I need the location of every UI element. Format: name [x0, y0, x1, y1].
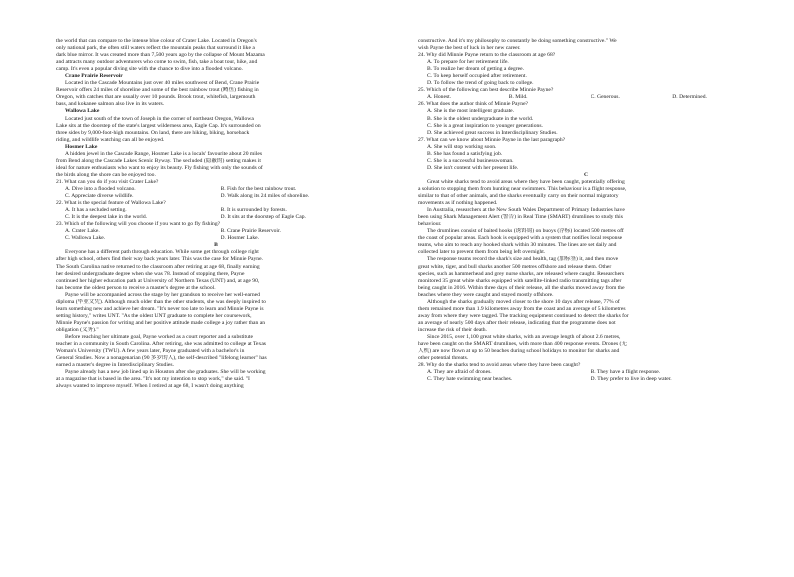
paragraph-line: The response teams record the shark's size and health, tag (加标签) it, and then move: [427, 256, 619, 263]
answer-option: B. Crane Prairie Reservoir.: [220, 228, 281, 235]
text-line: have been caught on the SMART drumlines, with more than 400 response events. Drones (无: [418, 341, 627, 348]
text-line: 26. What does the author think of Minnie Payne?: [418, 101, 529, 108]
answer-option: D. Determined.: [672, 94, 707, 101]
text-line: 25. Which of the following can best describe Minnie Payne?: [418, 87, 554, 94]
paragraph-line: The drumlines consist of baited hooks (诱饵钩) on buoys (浮标) located 500 metres off: [427, 228, 624, 235]
paragraph-line: B. She is the oldest undergraduate in the world.: [427, 115, 534, 122]
answer-option: C. It is the deepest lake in the world.: [65, 214, 148, 221]
answer-option: D. Hosmer Lake.: [220, 235, 260, 242]
answer-option: A. Honest.: [427, 94, 452, 101]
left-column: [56, 38, 376, 390]
text-line: earned a master's degree in Interdisciplinary Studies.: [56, 362, 174, 369]
text-line: them remained more than 1.9 kilometres away from the coast and an average of 5 kilometres: [418, 305, 626, 312]
paragraph-line: B. She has found a satisfying job.: [427, 150, 503, 157]
passage-label: B: [214, 242, 218, 249]
answer-option: C. Wallowa Lake.: [65, 235, 106, 242]
answer-option: D. They prefer to live in deep water.: [590, 376, 672, 383]
text-line: 27. What can we know about Minnie Payne in the last paragraph?: [418, 136, 566, 143]
text-line: great white, tiger, and bull sharks another 500 metres offshore and release them. Other: [418, 263, 612, 270]
text-line: and attracts many outdoor adventurers who come to swim, fish, take a boat tour, hike, and: [56, 59, 258, 66]
text-line: Woman's University (TWU). A few years later, Payne graduated with a bachelor's in: [56, 348, 245, 355]
answer-option: B. They have a flight response.: [590, 369, 661, 376]
text-line: her desired undergraduate degree when she was 78. Instead of stopping there, Payne: [56, 270, 245, 277]
paragraph-line: Although the sharks gradually moved closer to the shore 10 days after release, 77% of: [427, 298, 620, 305]
text-line: the world that can compare to the intense blue colour of Crater Lake. Located in Oregon's: [56, 38, 257, 44]
text-line: teacher in a community in South Carolina. After retiring, she was admitted to college at Texas: [56, 341, 266, 348]
answer-option: B. Fish for the best rainbow trout.: [220, 185, 297, 192]
answer-options-row: [56, 228, 376, 235]
text-line: species, such as hammerhead and grey nurse sharks, are released where caught. Researchers: [418, 270, 625, 277]
text-line: ideal for nature enthusiasts who want to enjoy its beauty. Fly fishing with only the sounds of: [56, 164, 263, 171]
paragraph-line: Great white sharks tend to avoid areas where they have been caught, potentially offering: [427, 178, 625, 185]
paragraph-line: Payne already has a new job lined up in Houston after she graduates. She will be working: [65, 369, 266, 376]
answer-option: D. It sits at the doorstep of Eagle Cap.: [220, 214, 306, 221]
text-line: General Studies. Now a nonagenarian (90 多岁的人), the self-described "lifelong learner" has: [56, 355, 267, 362]
text-line: after high school, others find their way back years later. This was the case for Minnie Payne.: [56, 256, 263, 263]
paragraph-line: C. To keep herself occupied after retirement.: [427, 73, 527, 80]
answer-options-row: [56, 235, 376, 242]
text-line: the coast of popular areas. Each hook is equipped with a system that notifies local response: [418, 235, 623, 242]
answer-option: C. Generous.: [590, 94, 620, 101]
text-line: an average of nearly 500 days after their release, indicating that the programme does not: [418, 319, 616, 326]
text-line: 23. Which of the following will you choose if you want to go fly fishing?: [56, 221, 221, 228]
text-line: 人机) are now flown at up to 50 beaches during school holidays to monitor for sharks and: [418, 348, 620, 355]
text-line: Reservoir offers 24 miles of shoreline and some of the best rainbow trout (鳟鱼) fishing in: [56, 87, 259, 94]
paragraph-line: Before reaching her ultimate goal, Payne worked as a court reporter and a substitute: [65, 333, 253, 340]
section-heading: Wallowa Lake: [65, 108, 100, 115]
paragraph-line: C. She is a successful businesswoman.: [427, 157, 514, 164]
answer-option: A. They are afraid of drones.: [427, 369, 492, 376]
text-line: wish Payne the best of luck in her new career.: [418, 45, 521, 52]
answer-options-row: [56, 207, 376, 214]
text-line: 28. Why do the sharks tend to avoid areas where they have been caught?: [418, 362, 581, 369]
text-line: bass, and kokanee salmon also live in its waters.: [56, 101, 165, 108]
text-line: monitored 35 great white sharks equipped with satellite-linked radio transmitting tags after: [418, 277, 622, 284]
paragraph-line: A hidden jewel in the Cascade Range, Hosmer Lake is a locals' favourite about 20 miles: [65, 150, 263, 157]
paragraph-line: B. To realize her dream of getting a degree.: [427, 66, 525, 73]
paragraph-line: Payne will be accompanied across the stage by her grandson to receive her well-earned: [65, 291, 260, 298]
text-line: other potential threats.: [418, 355, 469, 362]
passage-label: C: [583, 171, 589, 178]
text-line: diploma (毕业文凭). Although much older than the other students, she was deeply inspired to: [56, 298, 266, 305]
text-line: movements as if nothing happened.: [418, 200, 498, 207]
answer-option: A. Dive into a flooded volcano.: [65, 185, 136, 192]
paragraph-line: Located in the Cascade Mountains just over 40 miles southwest of Bend, Crane Prairie: [65, 80, 260, 87]
section-heading: Crane Prairie Reservoir: [65, 73, 123, 80]
text-line: The South Carolina native returned to the classroom after retiring at age 68, finally earning: [56, 263, 260, 270]
text-line: obligation (义务).": [56, 326, 99, 333]
text-line: always wanted to improve myself. When I retired at age 68, I wasn't doing anything: [56, 383, 244, 390]
answer-option: A. It has a secluded setting.: [65, 207, 127, 214]
text-line: dark blue mirror. It was created more than 7,500 years ago by the collapse of Mount Mazama: [56, 52, 265, 59]
paragraph-line: D. She isn't content with her present life.: [427, 164, 519, 171]
text-line: learn something new and achieve her dream. "It's never too late to learn and Minnie Payne is: [56, 305, 264, 312]
answer-option: B. It is surrounded by forests.: [220, 207, 287, 214]
text-line: being caught in 2016. Within three days of their release, all the sharks moved away from the: [418, 284, 625, 291]
paragraph-line: A. She will stop working soon.: [427, 143, 497, 150]
answer-options-row: [56, 186, 376, 193]
paragraph-line: A. She is the most intelligent graduate.: [427, 108, 514, 115]
answer-options-row: [418, 369, 754, 376]
text-line: setting history," writes UNT. "As the oldest UNT graduate to complete her coursework,: [56, 312, 252, 319]
answer-option: C. They hate swimming near beaches.: [427, 376, 513, 383]
text-line: been using Shark Management Alert (警告) in Real Time (SMART) drumlines to study this: [418, 214, 623, 221]
text-line: 24. Why did Minnie Payne return to the classroom at age 68?: [418, 52, 556, 59]
text-line: beaches where they were caught and stayed mostly offshore.: [418, 291, 554, 298]
paragraph-line: A. To prepare for her retirement life.: [427, 59, 509, 66]
answer-options-row: [418, 94, 754, 101]
text-line: Lake sits at the doorstep of the state's largest wilderness area, Eagle Cap. It's surrounded on: [56, 122, 261, 129]
text-line: away from where they were tagged. The tracking equipment continued to detect the sharks for: [418, 312, 629, 319]
answer-options-row: [56, 193, 376, 200]
text-line: Oregon, with catches that are usually over 10 pounds. Brook trout, whitefish, largemouth: [56, 94, 256, 101]
text-line: increase the risk of their death.: [418, 326, 487, 333]
paragraph-line: D. To follow the trend of going back to college.: [427, 80, 534, 87]
answer-options-row: [418, 376, 754, 383]
answer-option: B. Mild.: [508, 94, 528, 101]
paragraph-line: Since 2015, over 1,100 great white sharks, with an average length of about 2.6 metres,: [427, 333, 621, 340]
answer-option: D. Walk along its 24 miles of shoreline.: [220, 193, 310, 200]
text-line: has become the oldest person to receive a master's degree at the school.: [56, 284, 216, 291]
text-line: three sides by 9,000-foot-high mountains. On land, there are hiking, biking, horseback: [56, 129, 250, 136]
text-line: camp. It's even a popular diving site with the chance to dive into a flooded volcano.: [56, 66, 243, 73]
paragraph-line: Located just south of the town of Joseph in the corner of northeast Oregon, Wallowa: [65, 115, 254, 122]
text-line: at a magazine that is based in the area. "It's not my intention to stop work," she said. "I: [56, 376, 250, 383]
text-line: behaviour.: [418, 221, 442, 228]
text-line: from Bend along the Cascade Lakes Scenic Byway. The secluded (隐蔽的) setting makes it: [56, 157, 261, 164]
text-line: continued her higher education path at University of Northern Texas (UNT) and, at age 90,: [56, 277, 260, 284]
text-line: 21. What can you do if you visit Crater Lake?: [56, 178, 159, 185]
text-line: only national park, the often still waters reflect the mountain peaks that surround it like a: [56, 45, 255, 52]
text-line: 22. What is the special feature of Wallowa Lake?: [56, 200, 166, 207]
text-line: Minnie Payne's passion for writing and her positive attitude made college a joy rather than an: [56, 319, 266, 326]
text-line: riding, and wildlife watching can all be enjoyed.: [56, 136, 165, 143]
paragraph-line: D. She achieved great success in Interdisciplinary Studies.: [427, 129, 558, 136]
paragraph-line: C. She is a great inspiration to younger generations.: [427, 122, 543, 129]
text-line: a solution to stopping them from hunting near swimmers. This behaviour is a flight response,: [418, 185, 627, 192]
paragraph-line: In Australia, researchers at the New South Wales Department of Primary Industries have: [427, 207, 625, 214]
answer-options-row: [56, 214, 376, 221]
right-column: [418, 38, 754, 383]
paragraph-line: Everyone has a different path through education. While some get through college right: [65, 249, 259, 256]
answer-option: A. Crater Lake.: [65, 228, 100, 235]
text-line: collected later to prevent them from being left overnight.: [418, 249, 546, 256]
text-line: similar to that of other animals, and the sharks eventually carry on their normal migratory: [418, 193, 619, 200]
section-heading: Hosmer Lake: [65, 143, 98, 150]
text-line: teams, who aim to reach any hooked shark within 30 minutes. The lines are set daily and: [418, 242, 617, 249]
text-line: constructive. And it's my philosophy to constantly be doing something constructive." We: [418, 38, 617, 44]
text-line: the birds along the shore can be enjoyed too.: [56, 171, 156, 178]
answer-option: C. Appreciate diverse wildlife.: [65, 193, 134, 200]
